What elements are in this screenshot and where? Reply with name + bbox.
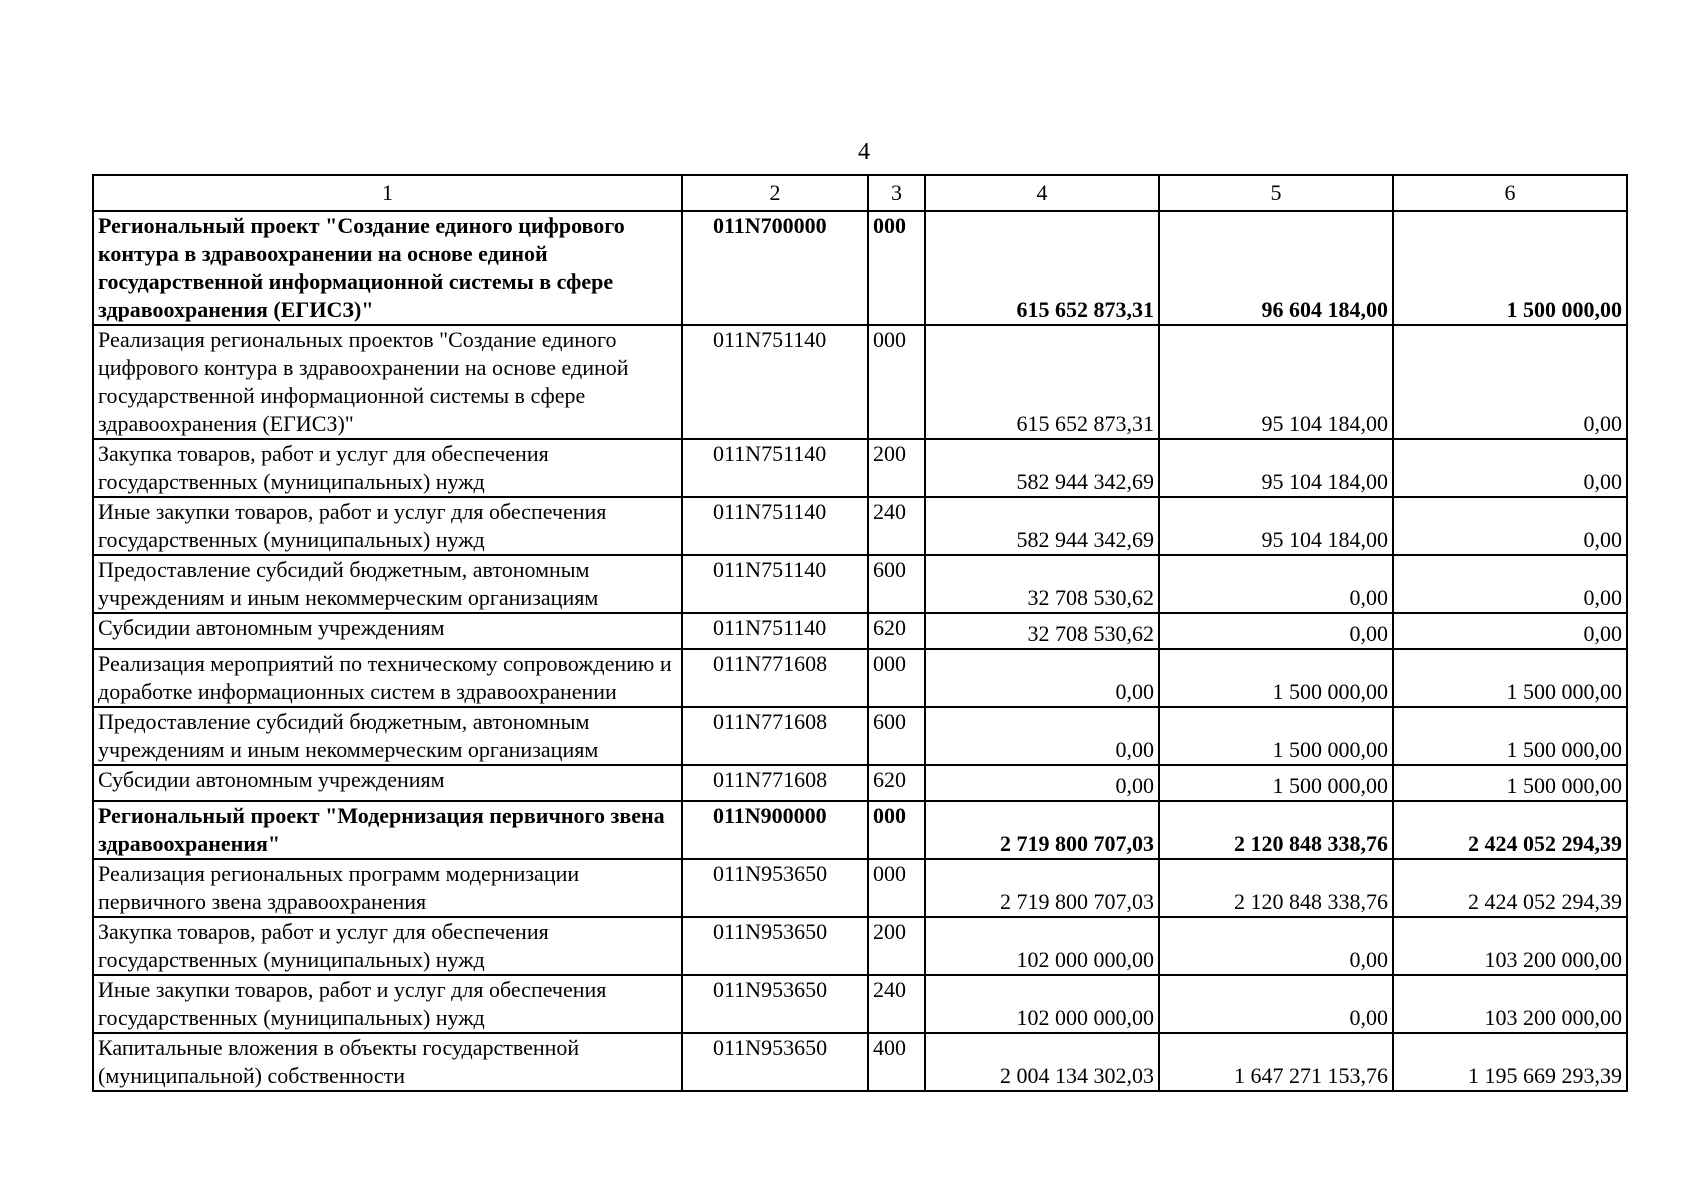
row-amount-1: 615 652 873,31 [925, 211, 1159, 325]
row-name: Реализация мероприятий по техническому сопровождению и доработке информационных систем в здравоохранении [93, 649, 682, 707]
table-row [93, 765, 1627, 801]
table-row [93, 917, 1627, 975]
table-row [93, 613, 1627, 649]
row-code: 011N700000 [682, 211, 868, 325]
row-amount-3: 0,00 [1393, 439, 1627, 497]
table-row [93, 1033, 1627, 1091]
row-code: 011N751140 [682, 497, 868, 555]
row-amount-2: 0,00 [1159, 555, 1393, 613]
row-code: 011N751140 [682, 439, 868, 497]
table-row [93, 325, 1627, 439]
row-amount-3: 2 424 052 294,39 [1393, 859, 1627, 917]
row-amount-1: 32 708 530,62 [925, 613, 1159, 649]
table-row [93, 555, 1627, 613]
row-amount-1: 2 004 134 302,03 [925, 1033, 1159, 1091]
row-code: 011N953650 [682, 975, 868, 1033]
column-number-row [93, 175, 1627, 211]
row-code: 011N771608 [682, 649, 868, 707]
row-code: 011N771608 [682, 707, 868, 765]
row-amount-2: 1 500 000,00 [1159, 707, 1393, 765]
table-row [93, 859, 1627, 917]
row-code: 011N751140 [682, 613, 868, 649]
row-amount-1: 2 719 800 707,03 [925, 859, 1159, 917]
row-amount-2: 2 120 848 338,76 [1159, 801, 1393, 859]
row-name: Субсидии автономным учреждениям [93, 613, 682, 649]
table-row [93, 439, 1627, 497]
row-type: 000 [868, 801, 925, 859]
row-amount-3: 1 500 000,00 [1393, 211, 1627, 325]
row-type: 200 [868, 439, 925, 497]
row-type: 000 [868, 211, 925, 325]
row-amount-1: 582 944 342,69 [925, 497, 1159, 555]
row-type: 600 [868, 555, 925, 613]
row-name: Реализация региональных проектов "Создание единого цифрового контура в здравоохранении на основе единой государственной информационной системы в сфере здравоохранения (ЕГИСЗ)" [93, 325, 682, 439]
row-name: Реализация региональных программ модернизации первичного звена здравоохранения [93, 859, 682, 917]
budget-table [92, 174, 1628, 1092]
column-number: 5 [1159, 175, 1393, 211]
table-row [93, 211, 1627, 325]
row-type: 620 [868, 613, 925, 649]
column-number: 1 [93, 175, 682, 211]
row-type: 000 [868, 859, 925, 917]
row-name: Иные закупки товаров, работ и услуг для обеспечения государственных (муниципальных) нужд [93, 975, 682, 1033]
row-name: Субсидии автономным учреждениям [93, 765, 682, 801]
table-row [93, 649, 1627, 707]
row-name: Закупка товаров, работ и услуг для обеспечения государственных (муниципальных) нужд [93, 439, 682, 497]
column-number: 2 [682, 175, 868, 211]
row-amount-1: 2 719 800 707,03 [925, 801, 1159, 859]
row-name: Предоставление субсидий бюджетным, автономным учреждениям и иным некоммерческим организациям [93, 707, 682, 765]
column-number: 3 [868, 175, 925, 211]
row-amount-1: 102 000 000,00 [925, 975, 1159, 1033]
row-amount-3: 0,00 [1393, 325, 1627, 439]
row-amount-1: 0,00 [925, 649, 1159, 707]
row-name: Капитальные вложения в объекты государственной (муниципальной) собственности [93, 1033, 682, 1091]
row-code: 011N953650 [682, 859, 868, 917]
row-amount-2: 95 104 184,00 [1159, 325, 1393, 439]
row-amount-3: 1 500 000,00 [1393, 649, 1627, 707]
row-name: Закупка товаров, работ и услуг для обеспечения государственных (муниципальных) нужд [93, 917, 682, 975]
row-code: 011N953650 [682, 917, 868, 975]
row-type: 400 [868, 1033, 925, 1091]
row-code: 011N953650 [682, 1033, 868, 1091]
row-amount-2: 1 500 000,00 [1159, 649, 1393, 707]
row-amount-2: 0,00 [1159, 613, 1393, 649]
table-row [93, 497, 1627, 555]
row-type: 240 [868, 497, 925, 555]
row-type: 000 [868, 325, 925, 439]
row-name: Региональный проект "Создание единого цифрового контура в здравоохранении на основе единой государственной информационной системы в сфере здравоохранения (ЕГИСЗ)" [93, 211, 682, 325]
row-amount-2: 0,00 [1159, 917, 1393, 975]
row-code: 011N751140 [682, 325, 868, 439]
row-type: 600 [868, 707, 925, 765]
row-name: Региональный проект "Модернизация первичного звена здравоохранения" [93, 801, 682, 859]
table-row [93, 801, 1627, 859]
row-amount-2: 95 104 184,00 [1159, 439, 1393, 497]
page-number: 4 [858, 139, 870, 165]
row-code: 011N900000 [682, 801, 868, 859]
row-amount-1: 0,00 [925, 707, 1159, 765]
row-amount-1: 32 708 530,62 [925, 555, 1159, 613]
row-amount-3: 0,00 [1393, 613, 1627, 649]
row-amount-3: 0,00 [1393, 497, 1627, 555]
row-amount-3: 1 195 669 293,39 [1393, 1033, 1627, 1091]
row-code: 011N751140 [682, 555, 868, 613]
row-amount-2: 95 104 184,00 [1159, 497, 1393, 555]
row-amount-3: 1 500 000,00 [1393, 707, 1627, 765]
row-amount-2: 1 500 000,00 [1159, 765, 1393, 801]
row-name: Иные закупки товаров, работ и услуг для обеспечения государственных (муниципальных) нужд [93, 497, 682, 555]
row-name: Предоставление субсидий бюджетным, автономным учреждениям и иным некоммерческим организациям [93, 555, 682, 613]
row-type: 240 [868, 975, 925, 1033]
row-type: 620 [868, 765, 925, 801]
row-type: 200 [868, 917, 925, 975]
column-number: 4 [925, 175, 1159, 211]
row-amount-2: 1 647 271 153,76 [1159, 1033, 1393, 1091]
row-amount-1: 582 944 342,69 [925, 439, 1159, 497]
row-amount-3: 103 200 000,00 [1393, 917, 1627, 975]
row-amount-3: 1 500 000,00 [1393, 765, 1627, 801]
row-amount-1: 102 000 000,00 [925, 917, 1159, 975]
column-number: 6 [1393, 175, 1627, 211]
row-code: 011N771608 [682, 765, 868, 801]
row-amount-3: 0,00 [1393, 555, 1627, 613]
row-amount-3: 2 424 052 294,39 [1393, 801, 1627, 859]
row-amount-1: 0,00 [925, 765, 1159, 801]
table-row [93, 975, 1627, 1033]
row-type: 000 [868, 649, 925, 707]
row-amount-2: 96 604 184,00 [1159, 211, 1393, 325]
row-amount-3: 103 200 000,00 [1393, 975, 1627, 1033]
row-amount-2: 0,00 [1159, 975, 1393, 1033]
table-row [93, 707, 1627, 765]
row-amount-2: 2 120 848 338,76 [1159, 859, 1393, 917]
row-amount-1: 615 652 873,31 [925, 325, 1159, 439]
